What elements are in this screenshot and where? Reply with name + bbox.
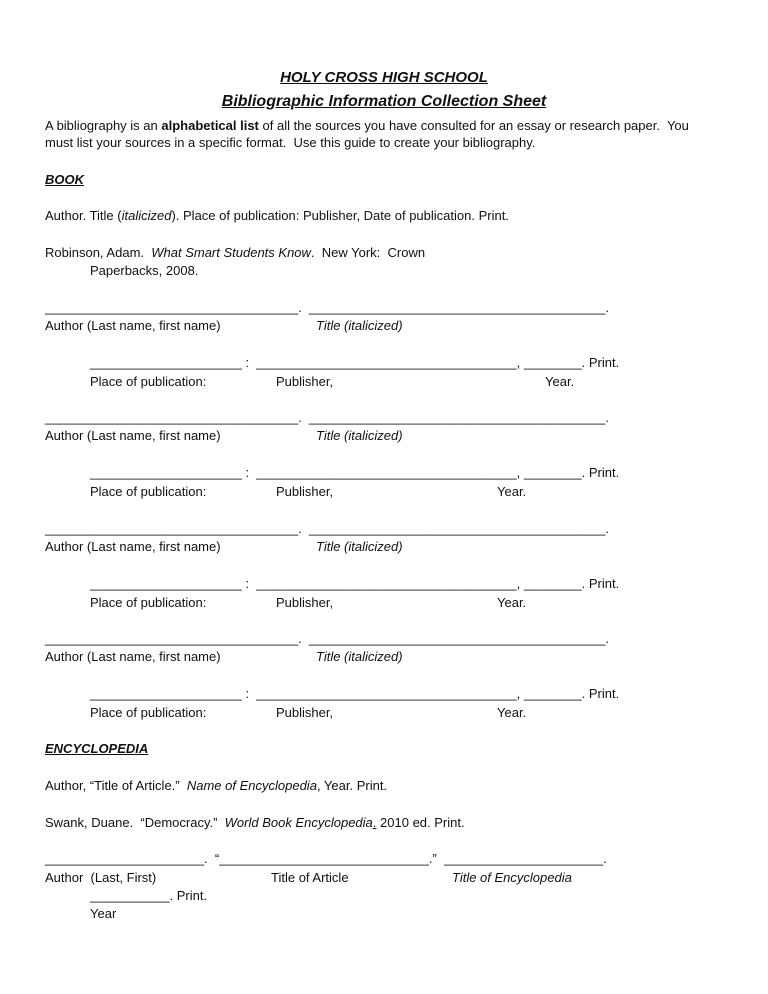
title-blank: _________________________________________.: [308, 631, 609, 646]
book-entry-4-pub-line: [90, 686, 619, 702]
intro-text-a: A bibliography is an: [45, 118, 162, 133]
label-place: Place of publication:: [90, 595, 207, 610]
intro-text-b: of all the sources you have consulted for an essay or research paper. You: [258, 118, 689, 133]
book-example-title: What Smart Students Know: [151, 245, 311, 260]
intro-bold: alphabetical list: [161, 118, 259, 133]
book-entry-2-line: [45, 410, 609, 426]
encyclopedia-example: [45, 815, 465, 831]
label-publisher: Publisher,: [276, 595, 334, 610]
label-place: Place of publication:: [90, 705, 207, 720]
label-publisher: Publisher,: [276, 374, 334, 389]
label-year: Year.: [497, 484, 527, 499]
encyc-name-blank: ______________________.: [444, 851, 607, 866]
year-blank: ________: [523, 576, 582, 591]
book-format: [45, 208, 509, 224]
book-entry-1-pub-line: [90, 355, 619, 371]
label-author: Author (Last name, first name): [45, 539, 221, 554]
author-blank: ___________________________________: [45, 300, 299, 315]
label-year: Year.: [497, 705, 527, 720]
intro-line-1: [45, 118, 689, 134]
label-year: Year.: [497, 595, 527, 610]
author-blank: ___________________________________: [45, 410, 299, 425]
book-format-a: Author. Title (: [45, 208, 122, 223]
separator: .: [298, 631, 309, 646]
encyc-format-b: , Year. Print.: [316, 778, 388, 793]
book-entry-2-pub-line: [90, 465, 619, 481]
encyclopedia-format: [45, 778, 387, 794]
label-place: Place of publication:: [90, 374, 207, 389]
label-author: Author (Last name, first name): [45, 649, 221, 664]
encyc-year-blank: ___________: [90, 888, 170, 903]
colon: :: [241, 686, 257, 701]
label-place: Place of publication:: [90, 484, 207, 499]
publisher-blank: ____________________________________: [256, 355, 517, 370]
year-blank: ________: [523, 465, 582, 480]
book-entry-1-line: [45, 300, 609, 316]
comma: ,: [516, 465, 524, 480]
book-heading: BOOK: [45, 172, 84, 187]
title-blank: _________________________________________.: [308, 300, 609, 315]
open-quote: “: [207, 851, 220, 866]
encyc-label-year: Year: [90, 906, 117, 921]
comma: ,: [516, 686, 524, 701]
comma: ,: [516, 355, 524, 370]
label-title: Title (italicized): [316, 428, 403, 443]
separator: .: [298, 300, 309, 315]
close-quote: .”: [428, 851, 445, 866]
school-title: HOLY CROSS HIGH SCHOOL: [280, 69, 488, 86]
label-author: Author (Last name, first name): [45, 318, 221, 333]
encyc-example-b: 2010 ed. Print.: [376, 815, 465, 830]
place-blank: _____________________: [90, 576, 242, 591]
encyclopedia-entry-line: [45, 851, 607, 867]
encyc-example-dot: .: [372, 815, 377, 830]
separator: .: [298, 410, 309, 425]
comma: ,: [516, 576, 524, 591]
book-example-line-2: Paperbacks, 2008.: [90, 263, 199, 278]
encyc-label-author: Author (Last, First): [45, 870, 157, 885]
label-title: Title (italicized): [316, 539, 403, 554]
book-entry-4-line: [45, 631, 609, 647]
encyc-example-a: Swank, Duane. “Democracy.”: [45, 815, 225, 830]
label-year: Year.: [545, 374, 575, 389]
publisher-blank: ____________________________________: [256, 576, 517, 591]
print-suffix: . Print.: [581, 576, 620, 591]
place-blank: _____________________: [90, 686, 242, 701]
encyc-format-a: Author, “Title of Article.”: [45, 778, 187, 793]
encyc-print-suffix: . Print.: [169, 888, 208, 903]
book-example-place: . New York: Crown: [310, 245, 426, 260]
intro-line-2: must list your sources in a specific format. Use this guide to create your bibliography.: [45, 135, 536, 150]
book-entry-3-line: [45, 521, 609, 537]
print-suffix: . Print.: [581, 355, 620, 370]
encyclopedia-heading: ENCYCLOPEDIA: [45, 741, 149, 756]
title-blank: _________________________________________.: [308, 410, 609, 425]
colon: :: [241, 355, 257, 370]
year-blank: ________: [523, 686, 582, 701]
print-suffix: . Print.: [581, 686, 620, 701]
label-publisher: Publisher,: [276, 484, 334, 499]
book-example: [45, 245, 425, 261]
book-entry-3-pub-line: [90, 576, 619, 592]
label-author: Author (Last name, first name): [45, 428, 221, 443]
place-blank: _____________________: [90, 465, 242, 480]
publisher-blank: ____________________________________: [256, 465, 517, 480]
title-blank: _________________________________________.: [308, 521, 609, 536]
publisher-blank: ____________________________________: [256, 686, 517, 701]
book-format-b: ). Place of publication: Publisher, Date of publication. Print.: [171, 208, 509, 223]
encyc-year-line: [90, 888, 207, 904]
colon: :: [241, 576, 257, 591]
label-publisher: Publisher,: [276, 705, 334, 720]
sheet-title: Bibliographic Information Collection Sheet: [221, 93, 547, 110]
separator: .: [298, 521, 309, 536]
author-blank: ___________________________________: [45, 631, 299, 646]
label-title: Title (italicized): [316, 318, 403, 333]
print-suffix: . Print.: [581, 465, 620, 480]
colon: :: [241, 465, 257, 480]
encyc-article-blank: _____________________________: [219, 851, 429, 866]
encyc-format-italic: Name of Encyclopedia: [186, 778, 317, 793]
author-blank: ___________________________________: [45, 521, 299, 536]
book-format-italic: italicized: [121, 208, 172, 223]
encyc-author-blank: ______________________.: [45, 851, 208, 866]
place-blank: _____________________: [90, 355, 242, 370]
encyc-label-article: Title of Article: [271, 870, 349, 885]
label-title: Title (italicized): [316, 649, 403, 664]
year-blank: ________: [523, 355, 582, 370]
book-example-author: Robinson, Adam.: [45, 245, 152, 260]
encyc-example-title: World Book Encyclopedia: [224, 815, 373, 830]
encyc-label-encyclopedia: Title of Encyclopedia: [452, 870, 572, 885]
